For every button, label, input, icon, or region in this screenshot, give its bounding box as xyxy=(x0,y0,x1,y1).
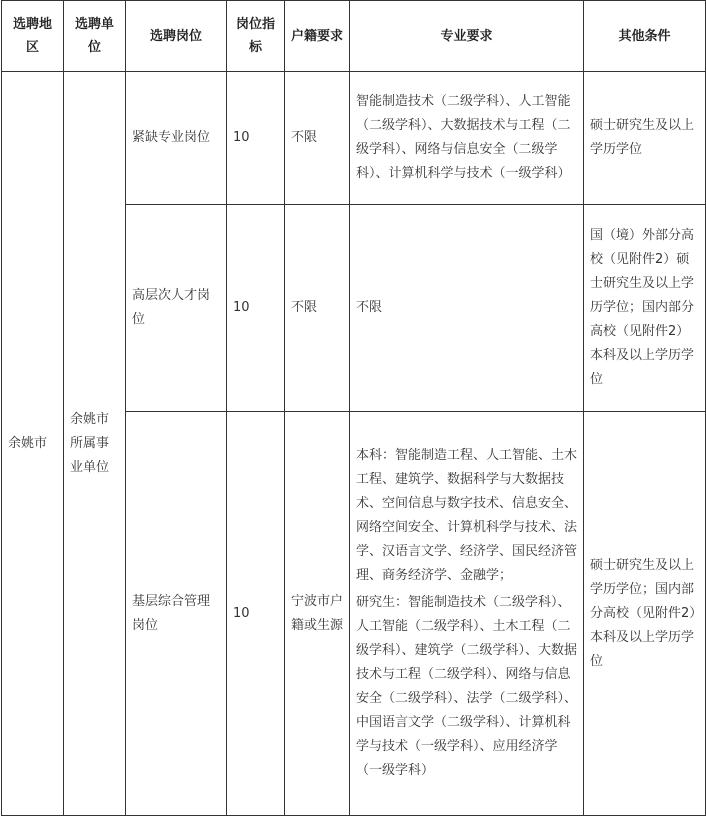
table-row xyxy=(2,72,706,205)
household-cell: 不限 xyxy=(285,205,350,412)
header-row xyxy=(2,1,706,72)
other-cell: 硕士研究生及以上学历学位；国内部分高校（见附件2）本科及以上学历学位 xyxy=(584,412,706,816)
major-text: 不限 xyxy=(356,300,383,315)
post-cell: 高层次人才岗位 xyxy=(126,205,227,412)
post-cell: 基层综合管理岗位 xyxy=(126,412,227,816)
major-cell xyxy=(350,72,584,205)
header-unit: 选聘单位 xyxy=(64,1,126,72)
header-household: 户籍要求 xyxy=(285,1,350,72)
major-text-postgraduate: 研究生：智能制造技术（二级学科）、人工智能（二级学科）、土木工程（二级学科）、建筑学（二级学科）、大数据技术与工程（二级学科）、网络与信息安全（二级学科）、法学（二级学科）、中国语言文学（二级学科）、计算机科学与技术（一级学科）、应用经济学（一级学科） xyxy=(356,595,578,778)
major-cell xyxy=(350,205,584,412)
post-cell: 紧缺专业岗位 xyxy=(126,72,227,205)
major-text: 智能制造技术（二级学科）、人工智能（二级学科）、大数据技术与工程（二级学科）、网络与信息安全（二级学科）、计算机科学与技术（一级学科） xyxy=(356,94,571,181)
header-quota: 岗位指标 xyxy=(227,1,285,72)
household-cell: 宁波市户籍或生源 xyxy=(285,412,350,816)
major-text-undergraduate: 本科：智能制造工程、人工智能、土木工程、建筑学、数据科学与大数据技术、空间信息与数字技术、信息安全、网络空间安全、计算机科学与技术、法学、汉语言文学、经济学、国民经济管理、商务经济学、金融学； xyxy=(356,448,578,583)
header-other: 其他条件 xyxy=(584,1,706,72)
quota-cell: 10 xyxy=(227,412,285,816)
recruitment-table xyxy=(1,0,706,816)
unit-cell: 余姚市所属事业单位 xyxy=(64,72,126,816)
major-cell xyxy=(350,412,584,816)
header-major: 专业要求 xyxy=(350,1,584,72)
header-region: 选聘地区 xyxy=(2,1,64,72)
other-cell: 硕士研究生及以上学历学位 xyxy=(584,72,706,205)
household-cell: 不限 xyxy=(285,72,350,205)
other-cell: 国（境）外部分高校（见附件2）硕士研究生及以上学历学位；国内部分高校（见附件2）本科及以上学历学位 xyxy=(584,205,706,412)
header-post: 选聘岗位 xyxy=(126,1,227,72)
quota-cell: 10 xyxy=(227,72,285,205)
quota-cell: 10 xyxy=(227,205,285,412)
region-cell: 余姚市 xyxy=(2,72,64,816)
